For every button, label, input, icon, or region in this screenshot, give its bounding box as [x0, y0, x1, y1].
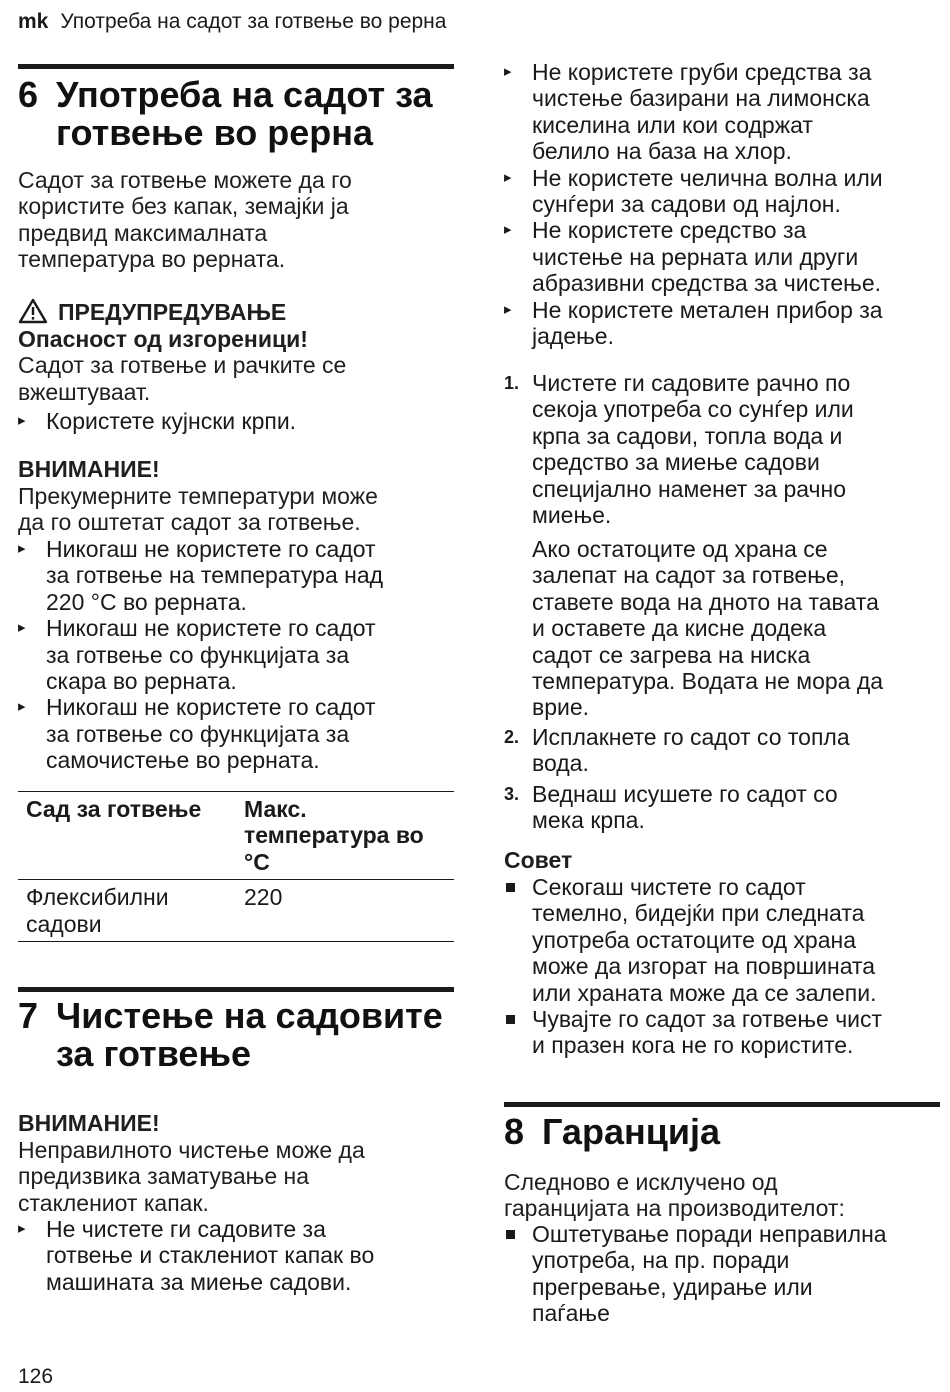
header-text: °C	[244, 848, 270, 875]
bullet-arrow-icon: ▸	[504, 168, 512, 186]
text-line: Чувајте го садот за готвење чист	[532, 1006, 883, 1033]
bullet-arrow-icon: ▸	[504, 63, 512, 80]
square-bullet-icon	[506, 883, 515, 892]
text-line: Користете кујнски крпи.	[46, 408, 297, 434]
warning-triangle-icon	[18, 298, 48, 324]
list-item	[504, 297, 940, 350]
section-7-rule	[18, 987, 454, 992]
text-line: предизвика заматување на	[18, 1163, 310, 1190]
text-line: температура во рерната.	[18, 246, 286, 273]
text-line: за готвење со функцијата за	[46, 720, 350, 747]
text-line: јадење.	[532, 323, 614, 350]
text-line: киселина или кои содржат	[532, 111, 813, 138]
section-6-title-line2: готвење во рерна	[56, 112, 373, 153]
list-item	[504, 874, 940, 1006]
text-line: стаклениот капак.	[18, 1189, 209, 1216]
bullet-arrow-icon: ▸	[504, 221, 512, 239]
text-line: предвид максималната	[18, 219, 268, 246]
section-7-title-line2: за готвење	[56, 1033, 252, 1074]
cell-text: Флексибилни	[26, 884, 169, 911]
text-line: и празен кога не го користите.	[532, 1032, 854, 1059]
text-line: гаранцијата на производителот:	[504, 1195, 845, 1222]
text-line: специјално наменет за рачно	[532, 475, 847, 502]
temperature-table	[18, 791, 454, 942]
text-line: Следново е исклучено од	[504, 1169, 778, 1195]
running-header	[18, 9, 446, 35]
list-item	[504, 724, 940, 777]
section-7-heading	[18, 997, 454, 1073]
warning-label: ПРЕДУПРЕДУВАЊЕ	[58, 299, 287, 325]
tip-label	[504, 847, 940, 873]
header-text: Макс.	[244, 796, 307, 822]
list-item	[18, 536, 454, 615]
header-text: температура во	[244, 822, 424, 849]
cell-text: 220	[244, 884, 283, 911]
section-7-number: 7	[18, 995, 39, 1036]
section-6-intro	[18, 167, 454, 273]
text-line: и оставете да кисне додека	[532, 615, 827, 642]
section-8-items	[504, 1221, 940, 1327]
table-header-cell	[236, 792, 454, 880]
bullet-arrow-icon: ▸	[18, 1220, 26, 1237]
text-line: Прекумерните температури може	[18, 483, 378, 509]
list-item	[504, 165, 940, 218]
text-line: крпа за садови, топла вода и	[532, 422, 843, 449]
text-line: самочистење во рерната.	[46, 747, 320, 774]
text-line: чистење базирани на лимонска	[532, 85, 870, 112]
text-line: мека крпа.	[532, 807, 645, 834]
list-item	[18, 408, 454, 434]
text-line: Оштетување поради неправилна	[532, 1221, 887, 1247]
cleaning-step-2	[504, 724, 940, 777]
step-number: 3.	[504, 784, 520, 804]
text-line: температура. Водата не мора да	[532, 668, 884, 695]
table-header-row	[18, 792, 454, 880]
step-number: 1.	[504, 373, 520, 393]
warning-subtitle: Опасност од изгореници!	[18, 326, 308, 352]
warning-block	[18, 298, 454, 405]
list-item	[504, 217, 940, 296]
section-6-heading	[18, 76, 454, 152]
cleaning-step-1	[504, 370, 940, 528]
list-item	[504, 59, 940, 165]
section-8-heading	[504, 1113, 940, 1151]
text-line: миење.	[532, 502, 612, 529]
cleaning-step-1-note	[504, 536, 940, 721]
text-line: може да изгорат на површината	[532, 953, 876, 980]
text-line: Чистете ги садовите рачно по	[532, 370, 851, 396]
section-8-title: Гаранција	[542, 1111, 720, 1152]
warning-bullets	[18, 408, 454, 434]
step-number: 2.	[504, 727, 520, 747]
bullet-arrow-icon: ▸	[18, 619, 26, 637]
text-line: абразивни средства за чистење.	[532, 270, 882, 297]
text-line: Никогаш не користете го садот	[46, 615, 376, 642]
table-row	[18, 880, 454, 942]
text-line: Никогаш не користете го садот	[46, 536, 376, 562]
text-line: садот се загрева на ниска	[532, 641, 811, 668]
text-line: вжештуваат.	[18, 378, 151, 405]
bullet-arrow-icon: ▸	[18, 698, 26, 716]
list-item	[504, 370, 940, 528]
warning-heading	[18, 298, 454, 326]
section-6-number: 6	[18, 74, 39, 115]
text-line: Неправилното чистење може да	[18, 1137, 365, 1163]
text-line: готвење и стаклениот капак во	[46, 1242, 375, 1269]
caution-block	[18, 455, 454, 536]
text-line: да го оштетат садот за готвење.	[18, 509, 361, 536]
section-7-caution	[18, 1109, 454, 1216]
text-line: вода.	[532, 750, 589, 777]
text-line: паѓање	[532, 1300, 610, 1327]
list-item	[18, 615, 454, 694]
list-item	[504, 1221, 940, 1327]
caution-label: ВНИМАНИЕ!	[18, 456, 160, 482]
table-cell	[18, 880, 236, 942]
cell-text: садови	[26, 910, 102, 937]
text-line: Не користете челична волна или	[532, 164, 883, 191]
text-line: Не користете средство за	[532, 217, 807, 244]
section-8-rule	[504, 1102, 940, 1107]
text-line: прегревање, удирање или	[532, 1273, 813, 1300]
page-number: 126	[18, 1365, 54, 1388]
caution-bullets	[18, 536, 454, 774]
text-line: Никогаш не користете го садот	[46, 694, 376, 721]
text-line: Секогаш чистете го садот	[532, 874, 806, 900]
square-bullet-icon	[506, 1230, 515, 1239]
text-line: за готвење на температура над	[46, 562, 384, 589]
text-line: Исплакнете го садот со топла	[532, 724, 850, 750]
running-header-title: Употреба на садот за готвење во рерна	[60, 10, 447, 33]
bullet-arrow-icon: ▸	[504, 300, 512, 318]
list-item	[18, 694, 454, 773]
tip-label-text: Совет	[504, 847, 573, 873]
text-line: залепат на садот за готвење,	[532, 562, 846, 589]
caution-label: ВНИМАНИЕ!	[18, 1110, 160, 1136]
square-bullet-icon	[506, 1015, 515, 1024]
text-line: Не чистете ги садовите за	[46, 1216, 326, 1242]
header-text: Сад за готвење	[26, 796, 202, 822]
text-line: за готвење со функцијата за	[46, 641, 350, 668]
section-7-title-line1: Чистење на садовите	[56, 995, 443, 1036]
text-line: 220 °C во рерната.	[46, 588, 247, 615]
text-line: средство за миење садови	[532, 449, 820, 476]
text-line: употреба, на пр. поради	[532, 1247, 790, 1274]
section-6-title-line1: Употреба на садот за	[56, 74, 433, 115]
text-line: машината за миење садови.	[46, 1268, 352, 1295]
text-line: употреба остатоците од храна	[532, 926, 856, 953]
text-line: Не користете груби средства за	[532, 59, 872, 85]
text-line: Ако остатоците од храна се	[532, 536, 828, 562]
text-line: чистење на рерната или други	[532, 243, 859, 270]
list-item	[504, 781, 940, 834]
text-line: Садот за готвење можете да го	[18, 167, 352, 193]
text-line: Не користете метален прибор за	[532, 296, 883, 323]
section-7-caution-bullets	[18, 1216, 454, 1295]
text-line: темелно, бидејќи при следната	[532, 900, 865, 927]
list-item	[18, 1216, 454, 1295]
section-8-number: 8	[504, 1111, 525, 1152]
section-8-intro	[504, 1169, 940, 1222]
bullet-arrow-icon: ▸	[18, 540, 26, 557]
bullet-arrow-icon: ▸	[18, 412, 26, 429]
text-line: користите без капак, земајќи ја	[18, 193, 349, 220]
text-line: врие.	[532, 694, 590, 721]
text-line: белило на база на хлор.	[532, 138, 792, 165]
text-line: Садот за готвење и рачките се	[18, 352, 347, 379]
section-7-bullets-continued	[504, 59, 940, 349]
text-line: или храната може да се залепи.	[532, 979, 877, 1006]
text-line: ставете вода на дното на тавата	[532, 588, 879, 615]
text-line: сунѓери за садови од најлон.	[532, 191, 841, 218]
tip-items	[504, 874, 940, 1059]
list-item	[504, 536, 940, 721]
list-item	[504, 1006, 940, 1059]
section-6-rule	[18, 64, 454, 69]
text-line: секоја употреба со сунѓер или	[532, 396, 854, 423]
table-cell	[236, 880, 454, 942]
table-header-cell	[18, 792, 236, 880]
text-line: Веднаш исушете го садот со	[532, 781, 838, 807]
language-code: mk	[18, 10, 49, 33]
cleaning-step-3	[504, 781, 940, 834]
text-line: скара во рерната.	[46, 668, 237, 695]
